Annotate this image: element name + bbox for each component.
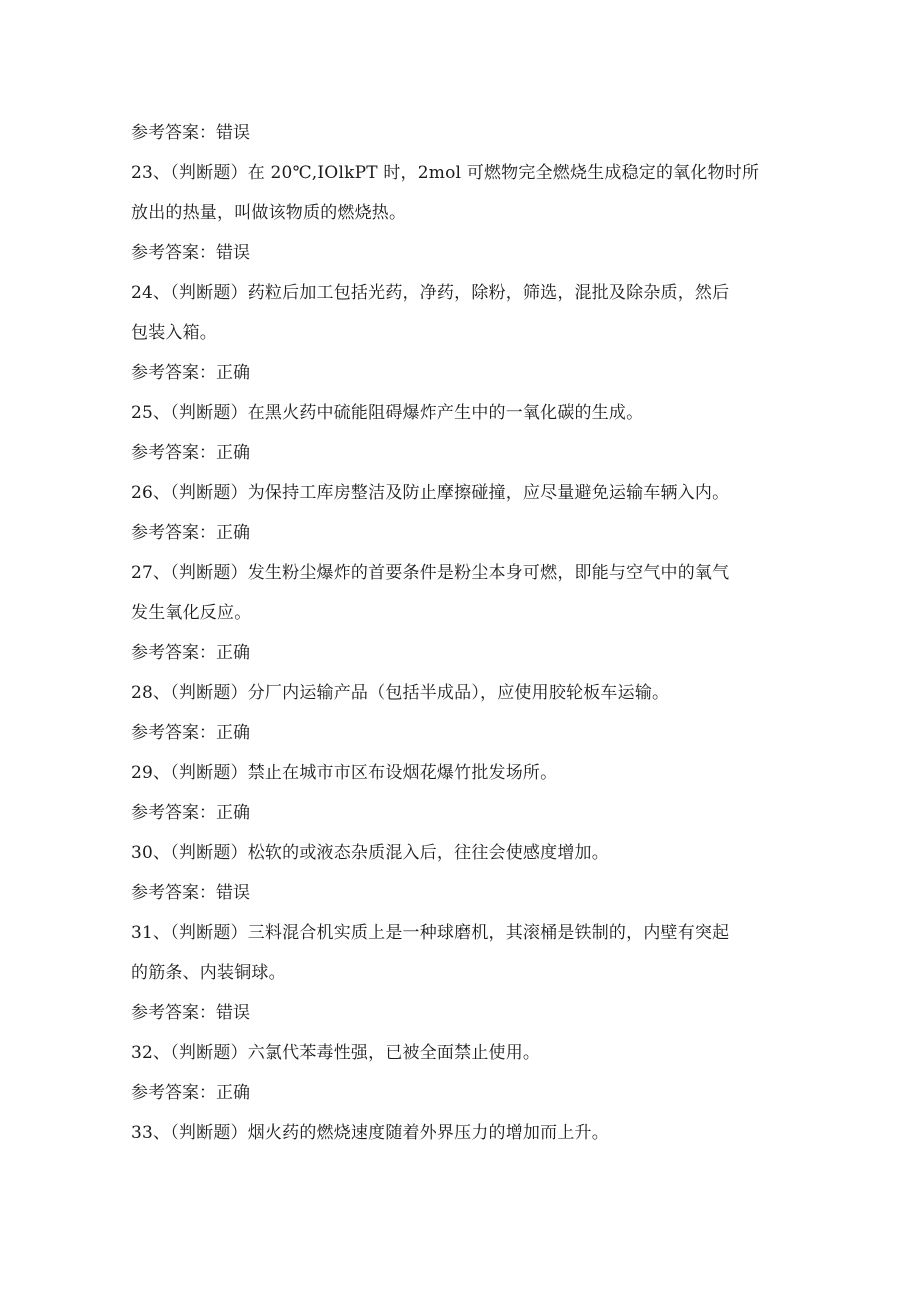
question-line: 包装入箱。 [131, 323, 217, 343]
question-line: 27、（判断题）发生粉尘爆炸的首要条件是粉尘本身可燃，即能与空气中的氧气 [131, 563, 730, 583]
answer-line: 参考答案：错误 [131, 883, 250, 903]
answer-line: 参考答案：正确 [131, 443, 250, 463]
question-line: 放出的热量，叫做该物质的燃烧热。 [131, 203, 407, 223]
question-line: 24、（判断题）药粒后加工包括光药，净药，除粉，筛选，混批及除杂质，然后 [131, 283, 730, 303]
answer-line: 参考答案：正确 [131, 523, 250, 543]
answer-line: 参考答案：正确 [131, 723, 250, 743]
question-line: 33、（判断题）烟火药的燃烧速度随着外界压力的增加而上升。 [131, 1123, 609, 1143]
question-line: 发生氧化反应。 [131, 603, 252, 623]
answer-line: 参考答案：正确 [131, 1083, 250, 1103]
answer-line: 参考答案：正确 [131, 363, 250, 383]
question-line: 31、（判断题）三料混合机实质上是一种球磨机，其滚桶是铁制的，内壁有突起 [131, 923, 730, 943]
question-line: 26、（判断题）为保持工库房整洁及防止摩擦碰撞，应尽量避免运输车辆入内。 [131, 483, 730, 503]
question-line: 25、（判断题）在黑火药中硫能阻碍爆炸产生中的一氧化碳的生成。 [131, 403, 644, 423]
answer-line: 参考答案：错误 [131, 123, 250, 143]
question-line: 30、（判断题）松软的或液态杂质混入后，往往会使感度增加。 [131, 843, 609, 863]
question-line: 28、（判断题）分厂内运输产品（包括半成品），应使用胶轮板车运输。 [131, 683, 670, 703]
question-line: 的筋条、内装铜球。 [131, 963, 286, 983]
answer-line: 参考答案：正确 [131, 803, 250, 823]
question-line: 29、（判断题）禁止在城市市区布设烟花爆竹批发场所。 [131, 763, 558, 783]
answer-line: 参考答案：错误 [131, 243, 250, 263]
answer-line: 参考答案：错误 [131, 1003, 250, 1023]
question-line: 32、（判断题）六氯代苯毒性强，已被全面禁止使用。 [131, 1043, 541, 1063]
question-line: 23、（判断题）在 20℃,IOlkPT 时，2mol 可燃物完全燃烧生成稳定的氧化物时所 [131, 163, 760, 183]
answer-line: 参考答案：正确 [131, 643, 250, 663]
question-list [131, 113, 791, 1153]
